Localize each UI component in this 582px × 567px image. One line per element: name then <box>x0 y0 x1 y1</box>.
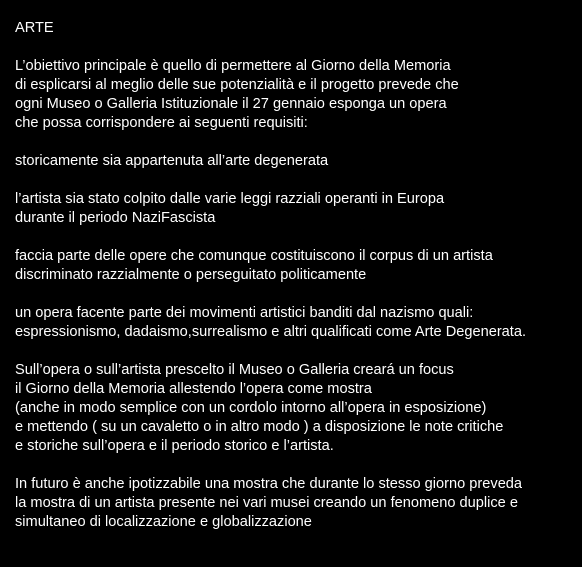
paragraph-line: il Giorno della Memoria allestendo l’opera come mostra <box>15 381 372 397</box>
paragraph-line: un opera facente parte dei movimenti artistici banditi dal nazismo quali: <box>15 305 474 321</box>
paragraph-focus <box>15 361 579 456</box>
paragraph-gap <box>15 38 579 57</box>
paragraph-line: (anche in modo semplice con un cordolo intorno all’opera in esposizione) <box>15 400 487 416</box>
paragraph-requirement-1 <box>15 152 579 171</box>
paragraph-requirement-2 <box>15 190 579 228</box>
paragraph-line: simultaneo di localizzazione e globalizzazione <box>15 514 312 530</box>
paragraph-line: discriminato razzialmente o perseguitato politicamente <box>15 267 367 283</box>
paragraph-line: L’obiettivo principale è quello di permettere al Giorno della Memoria <box>15 58 451 74</box>
paragraph-gap <box>15 171 579 190</box>
paragraph-line: faccia parte delle opere che comunque costituiscono il corpus di un artista <box>15 248 493 264</box>
paragraph-line: che possa corrispondere ai seguenti requisiti: <box>15 115 308 131</box>
paragraph-line: di esplicarsi al meglio delle sue potenzialità e il progetto prevede che <box>15 77 459 93</box>
document-body <box>15 19 579 532</box>
paragraph-line: durante il periodo NaziFascista <box>15 210 216 226</box>
paragraph-gap <box>15 456 579 475</box>
paragraph-line: e storiche sull’opera e il periodo storico e l’artista. <box>15 438 334 454</box>
paragraph-line: la mostra di un artista presente nei vari musei creando un fenomeno duplice e <box>15 495 518 511</box>
paragraph-line: ogni Museo o Galleria Istituzionale il 27 gennaio esponga un opera <box>15 96 447 112</box>
paragraph-gap <box>15 285 579 304</box>
paragraph-line: storicamente sia appartenuta all’arte degenerata <box>15 153 329 169</box>
paragraph-line: e mettendo ( su un cavaletto o in altro modo ) a disposizione le note critiche <box>15 419 504 435</box>
paragraph-line: espressionismo, dadaismo,surrealismo e altri qualificati come Arte Degenerata. <box>15 324 527 340</box>
paragraph-objective <box>15 57 579 133</box>
paragraph-gap <box>15 342 579 361</box>
paragraph-line: Sull’opera o sull’artista prescelto il Museo o Galleria creará un focus <box>15 362 454 378</box>
paragraph-requirement-4 <box>15 304 579 342</box>
paragraph-gap <box>15 133 579 152</box>
document-title: ARTE <box>15 20 54 36</box>
paragraph-gap <box>15 228 579 247</box>
paragraph-requirement-3 <box>15 247 579 285</box>
paragraph-line: l’artista sia stato colpito dalle varie leggi razziali operanti in Europa <box>15 191 445 207</box>
paragraph-line: In futuro è anche ipotizzabile una mostra che durante lo stesso giorno preveda <box>15 476 523 492</box>
paragraph-future <box>15 475 579 532</box>
